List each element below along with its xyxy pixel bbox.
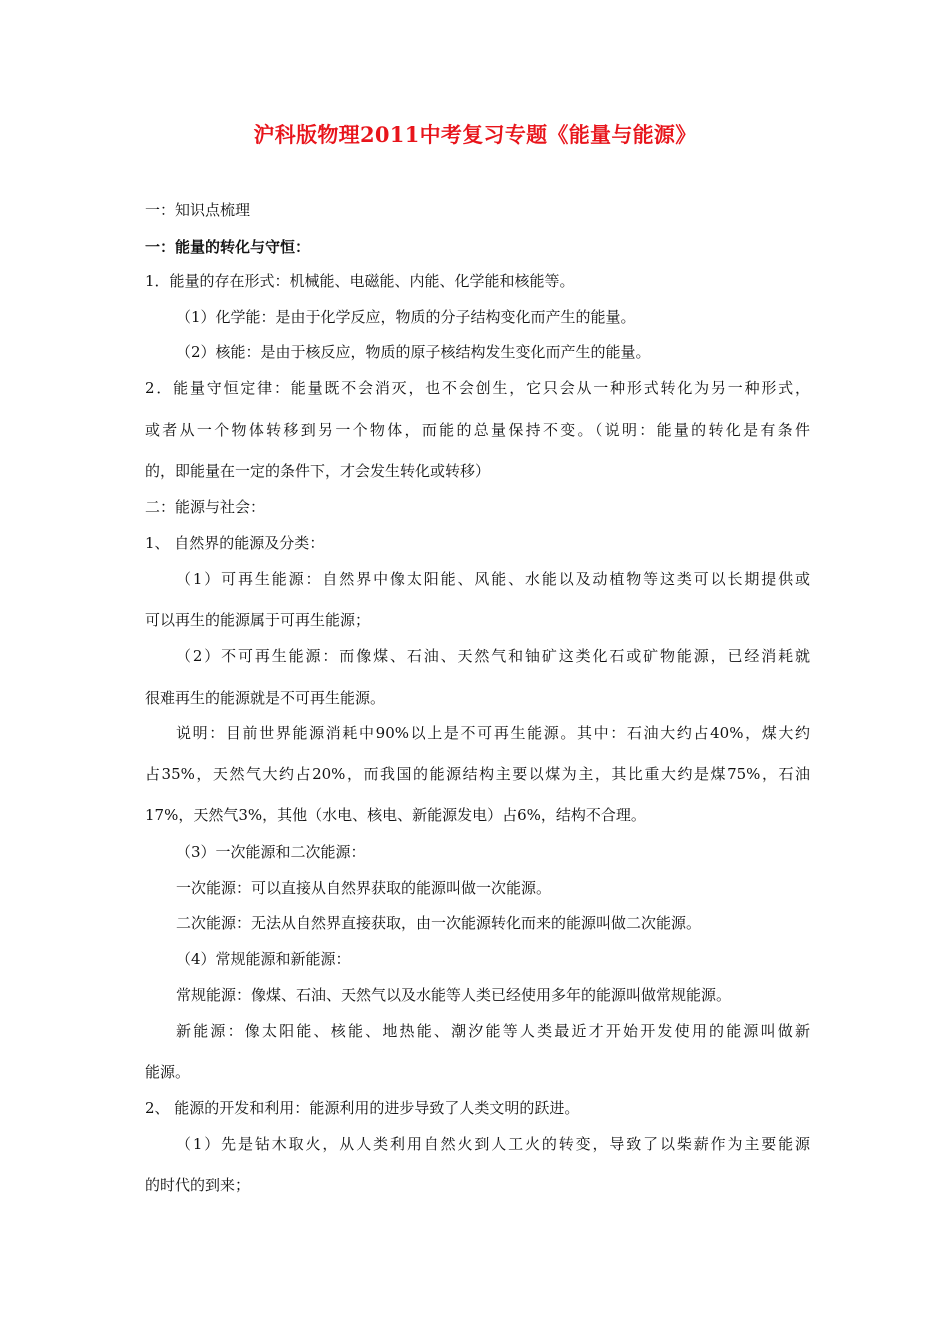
paragraph-line: （1）可再生能源：自然界中像太阳能、风能、水能以及动植物等这类可以长期提供或 — [176, 570, 810, 588]
paragraph-line: 1．能量的存在形式：机械能、电磁能、内能、化学能和核能等。 — [145, 272, 575, 290]
paragraph-line: 占35%，天然气大约占20%，而我国的能源结构主要以煤为主，其比重大约是煤75%，石油 — [145, 765, 810, 783]
section-heading: 一：知识点梳理 — [145, 201, 251, 219]
paragraph-line: 二次能源：无法从自然界直接获取，由一次能源转化而来的能源叫做二次能源。 — [176, 914, 702, 932]
paragraph-line: 说明：目前世界能源消耗中90%以上是不可再生能源。其中：石油大约占40%，煤大约 — [176, 724, 810, 742]
paragraph-line: （2）核能：是由于核反应，物质的原子核结构发生变化而产生的能量。 — [176, 343, 651, 361]
page-title: 沪科版物理2011中考复习专题《能量与能源》 — [253, 122, 697, 147]
paragraph-line: 的时代的到来； — [145, 1176, 251, 1194]
paragraph-line: （4）常规能源和新能源： — [176, 950, 351, 968]
paragraph-line: 或者从一个物体转移到另一个物体，而能的总量保持不变。（说明：能量的转化是有条件 — [145, 421, 810, 439]
paragraph-line: （2）不可再生能源：而像煤、石油、天然气和铀矿这类化石或矿物能源，已经消耗就 — [176, 647, 810, 665]
section-heading: 二：能源与社会： — [145, 498, 266, 516]
paragraph-line: 能源。 — [145, 1063, 191, 1081]
paragraph-line: 一次能源：可以直接从自然界获取的能源叫做一次能源。 — [176, 879, 552, 897]
paragraph-line: （1）先是钻木取火，从人类利用自然火到人工火的转变，导致了以柴薪作为主要能源 — [176, 1135, 810, 1153]
paragraph-line: （3）一次能源和二次能源： — [176, 843, 366, 861]
paragraph-line: 2．能量守恒定律：能量既不会消灭，也不会创生，它只会从一种形式转化为另一种形式， — [145, 379, 810, 397]
paragraph-line: 17%，天然气3%，其他（水电、核电、新能源发电）占6%，结构不合理。 — [145, 806, 646, 824]
paragraph-line: 的，即能量在一定的条件下，才会发生转化或转移） — [145, 462, 491, 480]
subsection-heading: 一：能量的转化与守恒： — [145, 238, 311, 256]
paragraph-line: （1）化学能：是由于化学反应，物质的分子结构变化而产生的能量。 — [176, 308, 636, 326]
paragraph-line: 新能源：像太阳能、核能、地热能、潮汐能等人类最近才开始开发使用的能源叫做新 — [176, 1022, 810, 1040]
paragraph-line: 很难再生的能源就是不可再生能源。 — [145, 689, 386, 707]
paragraph-line: 常规能源：像煤、石油、天然气以及水能等人类已经使用多年的能源叫做常规能源。 — [176, 986, 732, 1004]
paragraph-line: 可以再生的能源属于可再生能源； — [145, 611, 371, 629]
paragraph-line: 2、 能源的开发和利用：能源利用的进步导致了人类文明的跃进。 — [145, 1099, 580, 1117]
paragraph-line: 1、 自然界的能源及分类： — [145, 534, 325, 552]
